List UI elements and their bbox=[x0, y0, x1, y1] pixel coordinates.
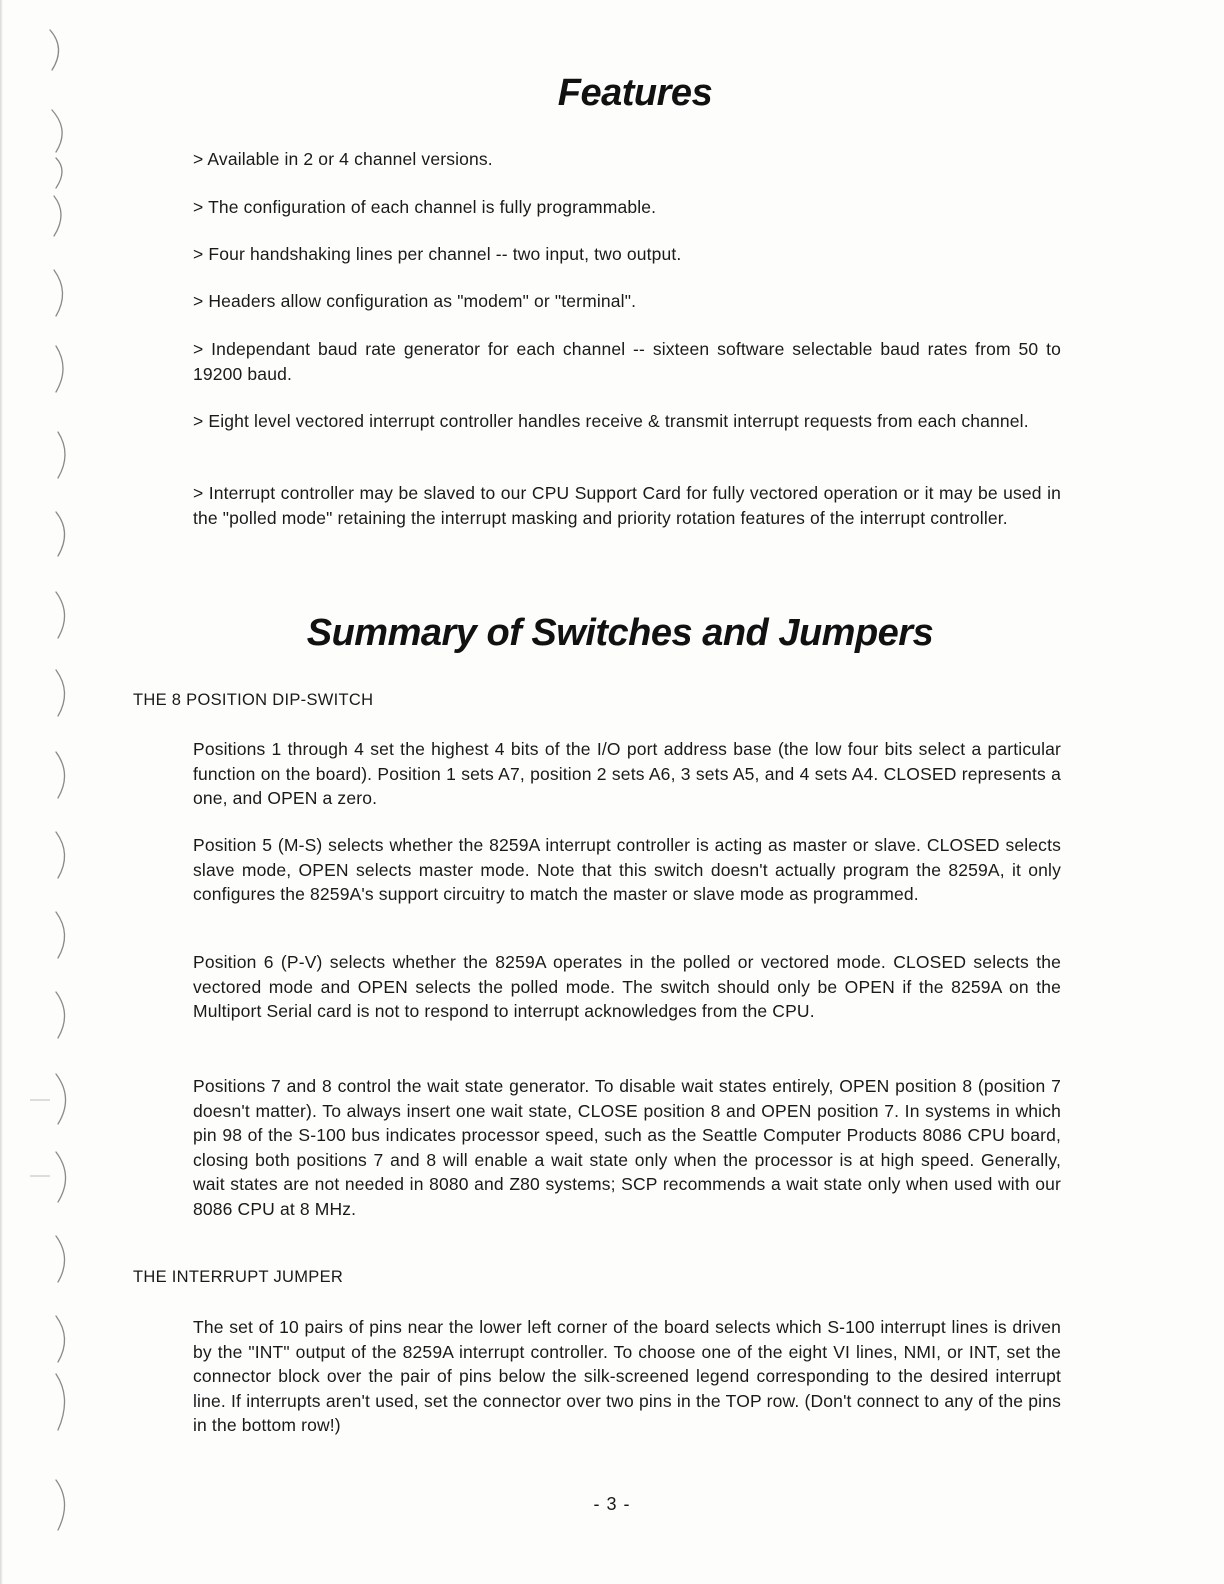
feature-item: > Available in 2 or 4 channel versions. bbox=[193, 149, 493, 169]
interrupt-jumper-heading: THE INTERRUPT JUMPER bbox=[133, 1268, 344, 1286]
summary-title: Summary of Switches and Jumpers bbox=[306, 612, 934, 654]
dip-switch-paragraph: Position 5 (M-S) selects whether the 8259A interrupt controller is acting as master or slave. CLOSED selects slave mode, OPEN selects master mode. Note that this switch doesn't actually program the 8259A, it only configures the 8259A's support circuitry to match the master or slave mode as programmed. bbox=[193, 835, 1061, 904]
feature-item: > Eight level vectored interrupt controller handles receive & transmit interrupt requests from each channel. bbox=[193, 411, 1029, 431]
interrupt-jumper-paragraph: The set of 10 pairs of pins near the lower left corner of the board selects which S-100 interrupt lines is driven by the "INT" output of the 8259A interrupt controller. To choose one of the eight VI lines, NMI, or INT, set the connector block over the pair of pins below the silk-screened legend corresponding to the desired interrupt line. If interrupts aren't used, set the connector over two pins in the TOP row. (Don't connect to any of the pins in the bottom row!) bbox=[193, 1317, 1061, 1435]
page-number: - 3 - bbox=[593, 1494, 631, 1514]
features-title: Features bbox=[557, 72, 713, 114]
dip-switch-paragraph: Positions 1 through 4 set the highest 4 bits of the I/O port address base (the low four bits select a particular function on the board). Position 1 sets A7, position 2 sets A6, 3 sets A5, and 4 sets A4. CLOSED represents a one, and OPEN a zero. bbox=[193, 739, 1061, 808]
dip-switch-heading: THE 8 POSITION DIP-SWITCH bbox=[133, 691, 374, 709]
dip-switch-paragraph: Positions 7 and 8 control the wait state generator. To disable wait states entirely, OPEN position 8 (position 7 doesn't matter). To always insert one wait state, CLOSE position 8 and OPEN position 7. In systems in which pin 98 of the S-100 bus indicates processor speed, such as the Seattle Computer Products 8086 CPU board, closing both positions 7 and 8 will enable a wait state only when the processor is at high speed. Generally, wait states are not needed in 8080 and Z80 systems; SCP recommends a wait state only when used with our 8086 CPU at 8 MHz. bbox=[193, 1076, 1061, 1219]
feature-item: > Interrupt controller may be slaved to our CPU Support Card for fully vectored operation or it may be used in the "polled mode" retaining the interrupt masking and priority rotation features of the interrupt controller. bbox=[193, 483, 1061, 528]
dip-switch-paragraph: Position 6 (P-V) selects whether the 8259A operates in the polled or vectored mode. CLOSED selects the vectored mode and OPEN selects the polled mode. The switch should only be OPEN if the 8259A on the Multiport Serial card is not to respond to interrupt acknowledges from the CPU. bbox=[193, 952, 1061, 1021]
feature-item: > Four handshaking lines per channel -- two input, two output. bbox=[193, 244, 682, 264]
feature-item: > Independant baud rate generator for each channel -- sixteen software selectable baud rates from 50 to 19200 baud. bbox=[193, 339, 1061, 384]
feature-item: > Headers allow configuration as "modem" or "terminal". bbox=[193, 291, 637, 311]
feature-item: > The configuration of each channel is fully programmable. bbox=[193, 197, 657, 217]
